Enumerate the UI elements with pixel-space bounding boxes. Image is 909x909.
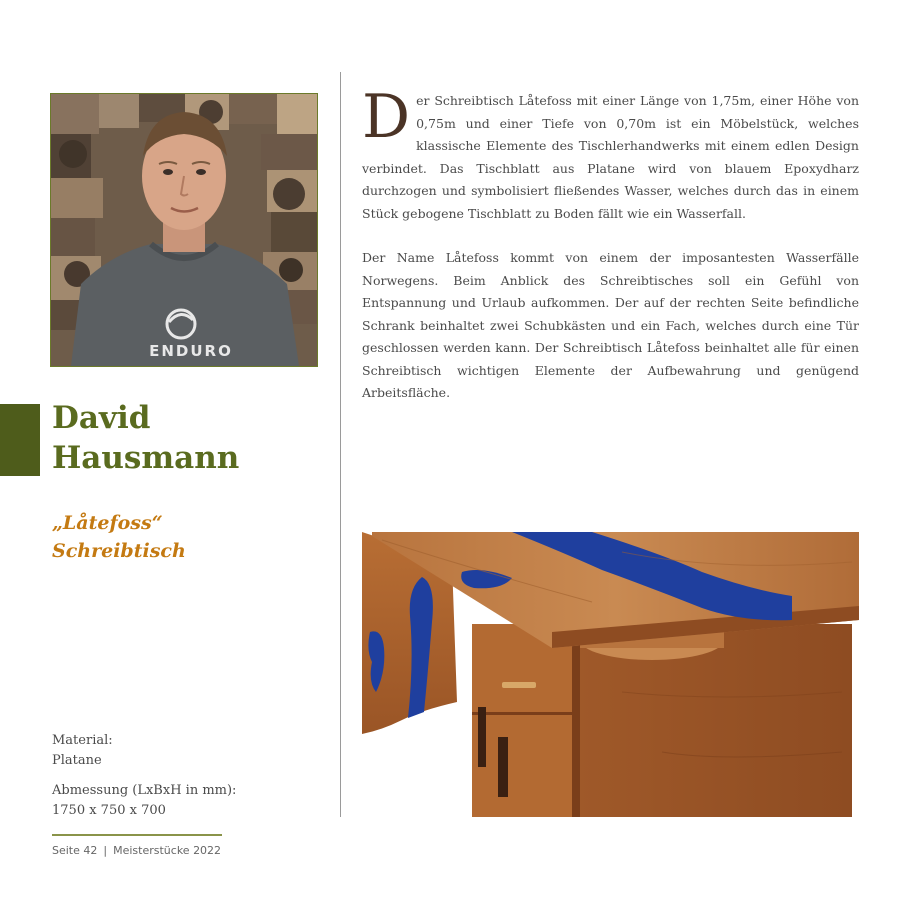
footer-separator: | (103, 844, 108, 857)
drop-cap: D (362, 82, 411, 152)
project-title-line2: Schreibtisch (52, 540, 186, 562)
project-title (52, 509, 186, 565)
page-number: Seite 42 (52, 844, 98, 857)
desk-photo (362, 532, 859, 817)
specs-block (52, 731, 236, 821)
last-name: Hausmann (52, 440, 240, 476)
article-paragraph-1 (362, 82, 859, 225)
dimension-spec (52, 781, 236, 821)
article-paragraph-2: Der Name Låtefoss kommt von einem der imposantesten Wasserfälle Norwegens. Beim Anblick des Schreibtisches soll ein Gefühl von Entspannung und Urlaub aufkommen. Der auf der rechten Seite befindliche Schrank beinhaltet zwei Schubkästen und ein Fach, welches durch eine Tür geschlossen werden kann. Der Schreibtisch Låtefoss beinhaltet alle für einen Schreibtisch wichtigen Elemente der Aufbewahrung und genügend Arbeitsfläche. (362, 250, 859, 400)
dimension-value: 1750 x 750 x 700 (52, 803, 166, 818)
material-label: Material: (52, 733, 113, 748)
person-name (52, 398, 239, 478)
first-name: David (52, 400, 151, 436)
material-value: Platane (52, 753, 102, 768)
material-spec (52, 731, 236, 771)
article-body (362, 82, 859, 405)
shirt-print-text: ENDURO (149, 342, 233, 360)
dimension-label: Abmessung (LxBxH in mm): (52, 783, 237, 798)
specs-divider (52, 834, 222, 836)
portrait-photo (50, 93, 318, 367)
page-footer (52, 844, 221, 858)
column-divider (340, 72, 341, 817)
accent-bar (0, 404, 40, 476)
publication-name: Meisterstücke 2022 (113, 844, 222, 857)
project-title-line1: „Låtefoss“ (52, 512, 163, 534)
paragraph-1-text: er Schreibtisch Låtefoss mit einer Länge von 1,75m, einer Höhe von 0,75m und einer Tiefe von 0,70m ist ein Möbelstück, welches klassische Elemente des Tischlerhandwerks mit einem edlen Design verbindet. Das Tischblatt aus Platane wird von blauem Epoxydharz durchzogen und symbolisiert fließendes Wasser, welches durch das in einem Stück gebogene Tischblatt zu Boden fällt wie ein Wasserfall. (362, 93, 859, 221)
